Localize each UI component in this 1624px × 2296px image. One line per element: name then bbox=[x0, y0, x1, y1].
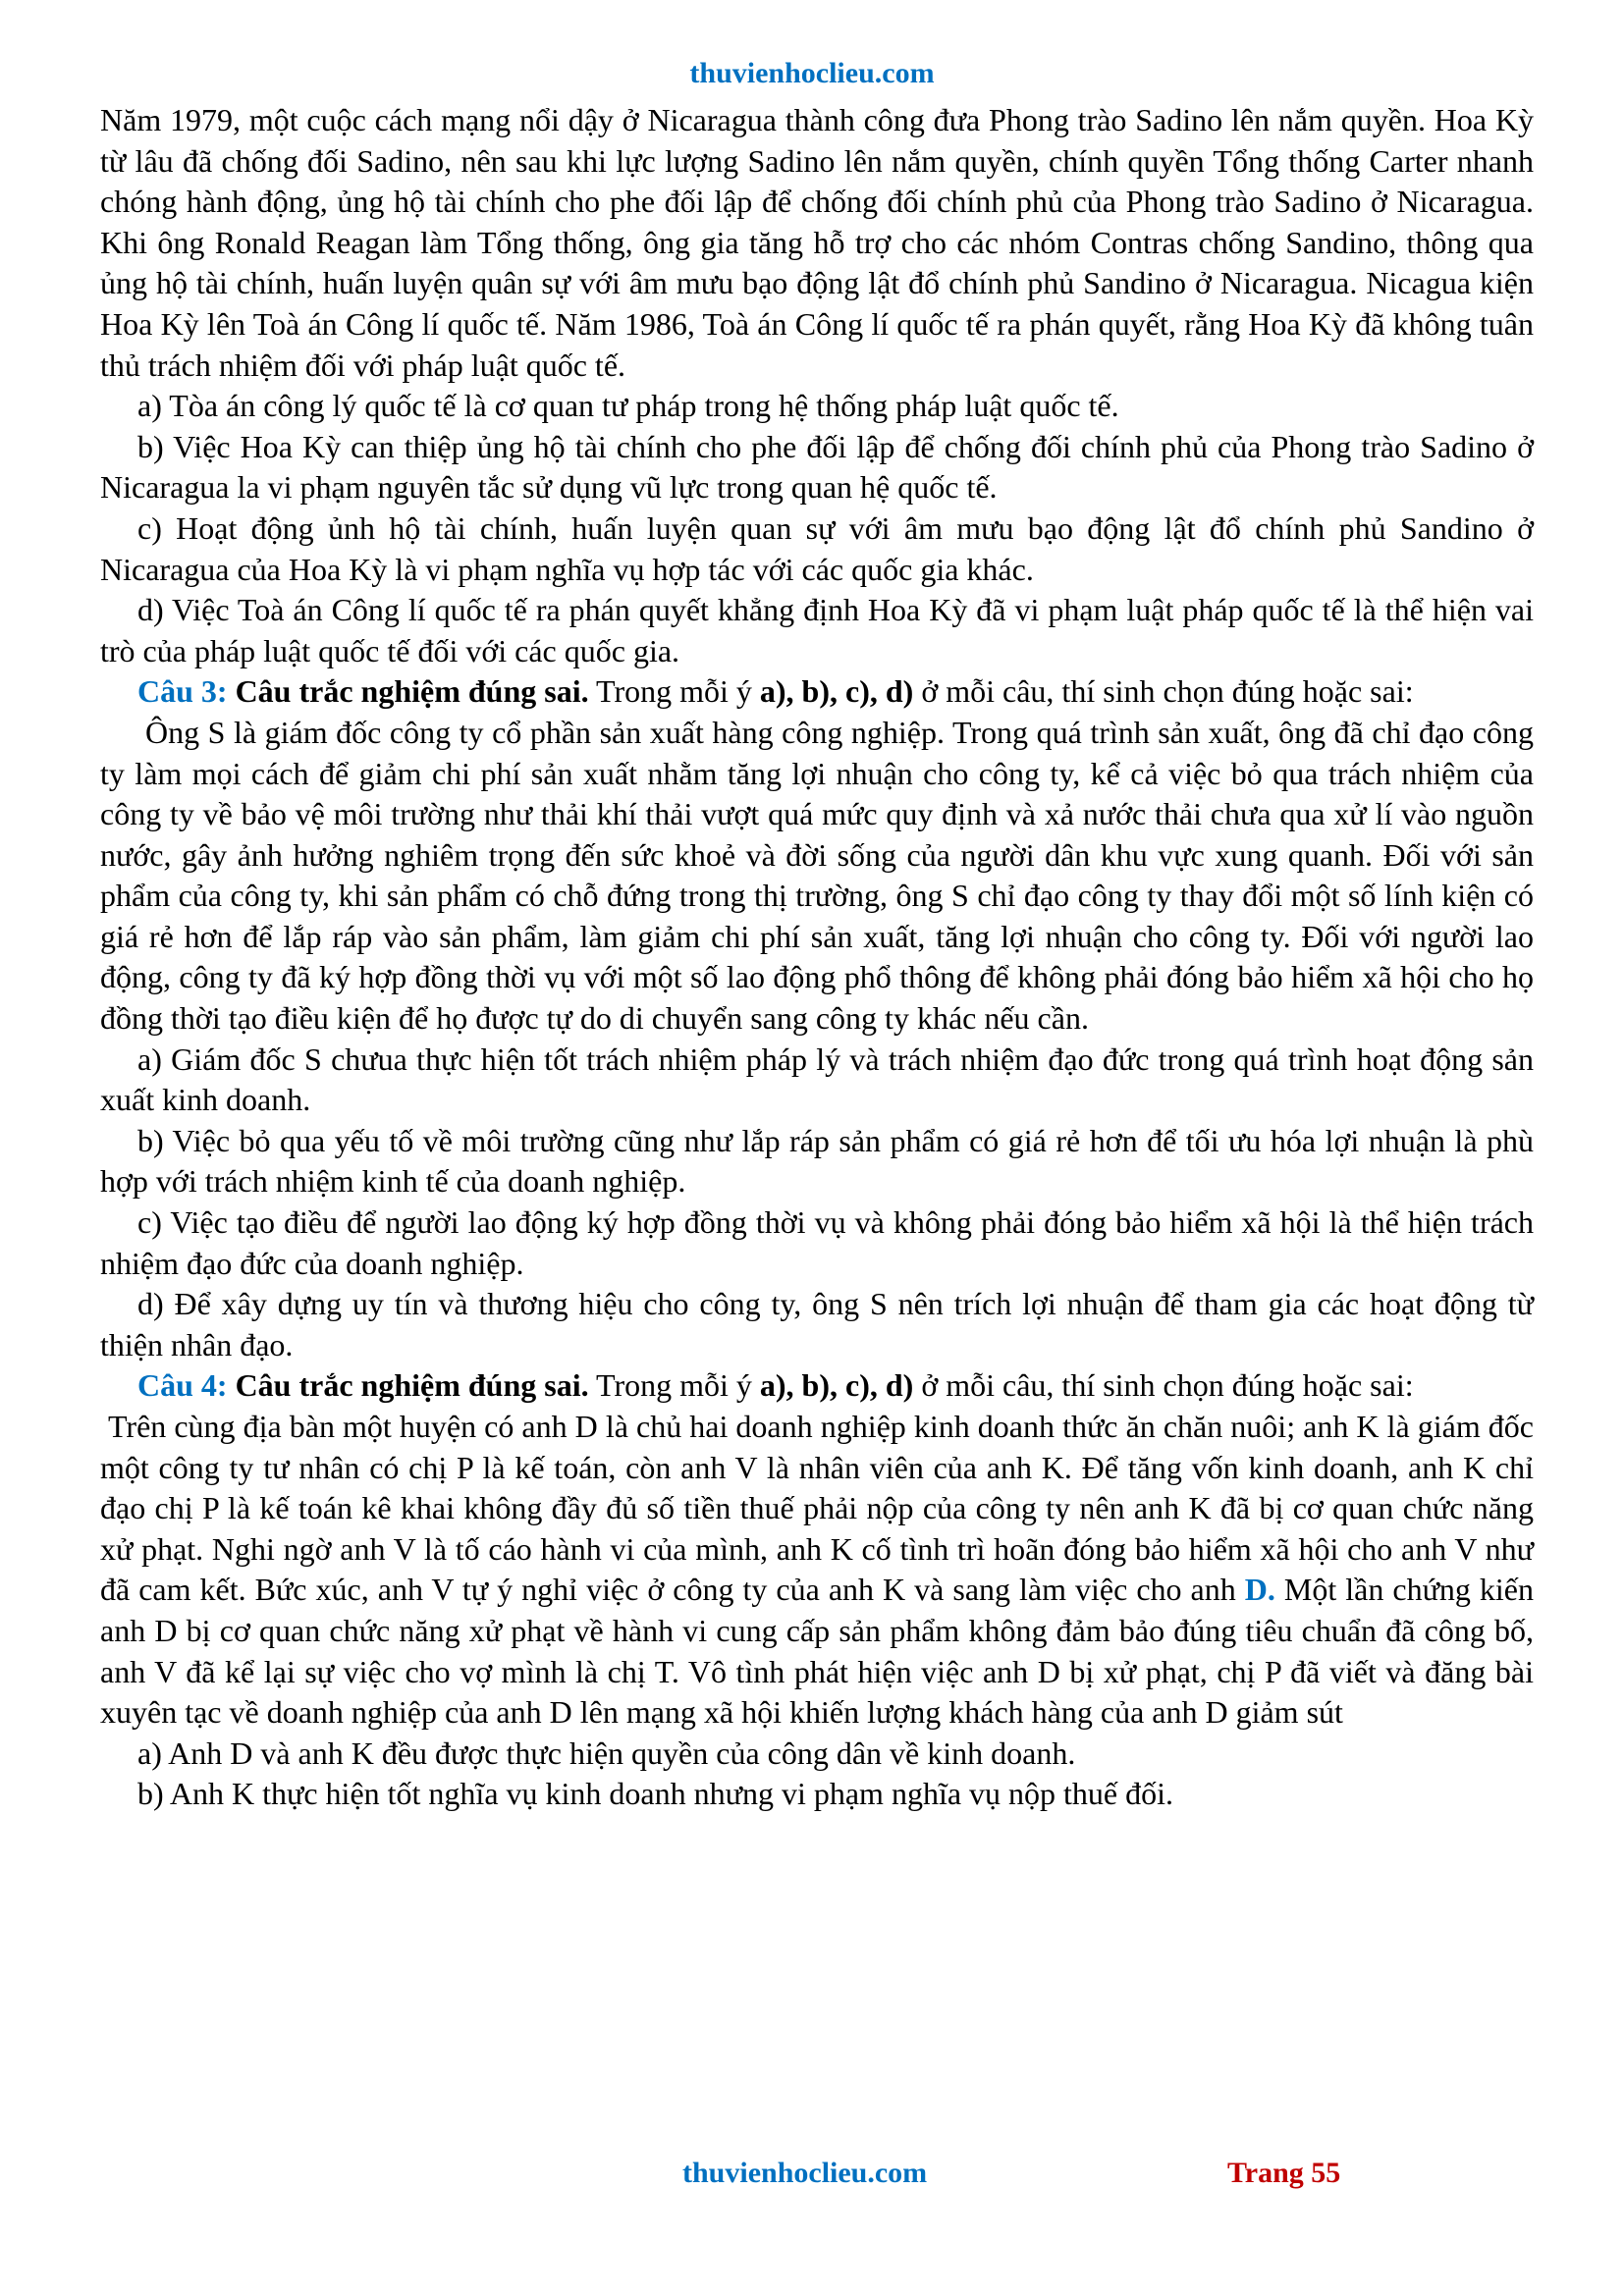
case-paragraph: Năm 1979, một cuộc cách mạng nổi dậy ở Nicaragua thành công đưa Phong trào Sadino lên nắm quyền. Hoa Kỳ từ lâu đã chống đối Sadino, nên sau khi lực lượng Sadino lên nắm quyền, chính quyền Tổng thống Carter nhanh chóng hành động, ủng hộ tài chính cho phe đối lập để chống đối chính phủ của Phong trào Sadino ở Nicaragua. Khi ông Ronald Reagan làm Tổng thống, ông gia tăng hỗ trợ cho các nhóm Contras chống Sandino, thông qua ủng hộ tài chính, huấn luyện quân sự với âm mưu bạo động lật đổ chính phủ Sandino ở Nicaragua. Nicagua kiện Hoa Kỳ lên Toà án Công lí quốc tế. Năm 1986, Toà án Công lí quốc tế ra phán quyết, rằng Hoa Kỳ đã không tuân thủ trách nhiệm đối với pháp luật quốc tế. bbox=[100, 102, 1534, 383]
header-site-name: thuvienhoclieu.com bbox=[689, 57, 935, 89]
page-content bbox=[100, 100, 1534, 1815]
footer-site-name: thuvienhoclieu.com bbox=[682, 2157, 928, 2189]
case-option-a: a) Tòa án công lý quốc tế là cơ quan tư pháp trong hệ thống pháp luật quốc tế. bbox=[137, 388, 1119, 424]
question-4-header bbox=[100, 1365, 1534, 1407]
question-3-option-a: a) Giám đốc S chưua thực hiện tốt trách nhiệm pháp lý và trách nhiệm đạo đức trong quá trình hoạt động sản xuất kinh doanh. bbox=[100, 1041, 1534, 1118]
question-3-instr-bold: a), b), c), d) bbox=[759, 673, 914, 710]
question-4-instr-before: Trong mỗi ý bbox=[596, 1367, 752, 1404]
case-option-c: c) Hoạt động ủnh hộ tài chính, huấn luyện quan sự với âm mưu bạo động lật đổ chính phủ Sandino ở Nicaragua của Hoa Kỳ là vi phạm nghĩa vụ hợp tác với các quốc gia khác. bbox=[100, 509, 1534, 587]
question-3-instr-after: ở mỗi câu, thí sinh chọn đúng hoặc sai: bbox=[921, 673, 1414, 710]
question-3-option-b: b) Việc bỏ qua yếu tố về môi trường cũng như lắp ráp sản phẩm có giá rẻ hơn để tối ưu hóa lợi nhuận là phù hợp với trách nhiệm kinh tế của doanh nghiệp. bbox=[100, 1122, 1534, 1200]
question-3-header bbox=[100, 671, 1534, 713]
question-3-title: Câu trắc nghiệm đúng sai. bbox=[235, 673, 589, 710]
question-4-instr-bold: a), b), c), d) bbox=[759, 1367, 914, 1404]
question-4-option-a: a) Anh D và anh K đều được thực hiện quyền của công dân về kinh doanh. bbox=[137, 1735, 1076, 1771]
question-4-scenario bbox=[100, 1407, 1534, 1734]
question-4-title: Câu trắc nghiệm đúng sai. bbox=[235, 1367, 589, 1404]
question-4-scenario-part2: Một lần chứng kiến anh D bị cơ quan chức năng xử phạt về hành vi cung cấp sản phẩm không đảm bảo đúng tiêu chuẩn đã công bố, anh V đã kể lại sự việc cho vợ mình là chị T. Vô tình phát hiện việc anh D bị xử phạt, chị P đã viết và đăng bài xuyên tạc về doanh nghiệp của anh D lên mạng xã hội khiến lượng khách hàng của anh D giảm sút bbox=[100, 1572, 1535, 1731]
question-4-instr-after: ở mỗi câu, thí sinh chọn đúng hoặc sai: bbox=[921, 1367, 1414, 1404]
question-3-label: Câu 3: bbox=[137, 673, 228, 710]
question-4-option-b: b) Anh K thực hiện tốt nghĩa vụ kinh doanh nhưng vi phạm nghĩa vụ nộp thuế đối. bbox=[137, 1776, 1174, 1812]
question-4-scenario-part1: Trên cùng địa bàn một huyện có anh D là chủ hai doanh nghiệp kinh doanh thức ăn chăn nuôi; anh K là giám đốc một công ty tư nhân có chị P là kế toán, còn anh V là nhân viên của anh K. Để tăng vốn kinh doanh, anh K chỉ đạo chị P là kế toán kê khai không đầy đủ số tiền thuế phải nộp của công ty nên anh K đã bị cơ quan chức năng xử phạt. Nghi ngờ anh V là tố cáo hành vi của mình, anh K cố tình trì hoãn đóng bảo hiểm xã hội cho anh V như đã cam kết. Bức xúc, anh V tự ý nghỉ việc ở công ty của anh K và sang làm việc cho anh bbox=[100, 1409, 1534, 1608]
question-3-instr-before: Trong mỗi ý bbox=[596, 673, 752, 710]
question-3-option-c: c) Việc tạo điều để người lao động ký hợp đồng thời vụ và không phải đóng bảo hiểm xã hội là thể hiện trách nhiệm đạo đức của doanh nghiệp. bbox=[100, 1204, 1534, 1281]
question-3-option-d: d) Để xây dựng uy tín và thương hiệu cho công ty, ông S nên trích lợi nhuận để tham gia các hoạt động từ thiện nhân đạo. bbox=[100, 1286, 1534, 1362]
case-option-b: b) Việc Hoa Kỳ can thiệp ủng hộ tài chính cho phe đối lập để chống đối chính phủ của Phong trào Sadino ở Nicaragua la vi phạm nguyên tắc sử dụng vũ lực trong quan hệ quốc tế. bbox=[100, 428, 1534, 506]
question-4-label: Câu 4: bbox=[137, 1367, 228, 1404]
footer-page-number: Trang 55 bbox=[1227, 2157, 1341, 2189]
question-4-scenario-highlight: D. bbox=[1244, 1572, 1275, 1608]
question-3-scenario: Ông S là giám đốc công ty cổ phần sản xuất hàng công nghiệp. Trong quá trình sản xuất, ông đã chỉ đạo công ty làm mọi cách để giảm chi phí sản xuất nhằm tăng lợi nhuận cho công ty, kể cả việc bỏ qua trách nhiệm của công ty về bảo vệ môi trường như thải khí thải vượt quá mức quy định và xả nước thải chưa qua xử lí vào nguồn nước, gây ảnh hưởng nghiêm trọng đến sức khoẻ và đời sống của người dân khu vực xung quanh. Đối với sản phẩm của công ty, khi sản phẩm có chỗ đứng trong thị trường, ông S chỉ đạo công ty thay đổi một số lính kiện có giá rẻ hơn để lắp ráp vào sản phẩm, làm giảm chi phí sản xuất, tăng lợi nhuận cho công ty. Đối với người lao động, công ty đã ký hợp đồng thời vụ với một số lao động phổ thông để không phải đóng bảo hiểm xã hội cho họ đồng thời tạo điều kiện để họ được tự do di chuyển sang công ty khác nếu cần. bbox=[100, 714, 1534, 1037]
case-option-d: d) Việc Toà án Công lí quốc tế ra phán quyết khẳng định Hoa Kỳ đã vi phạm luật pháp quốc tế là thể hiện vai trò của pháp luật quốc tế đối với các quốc gia. bbox=[100, 592, 1534, 668]
